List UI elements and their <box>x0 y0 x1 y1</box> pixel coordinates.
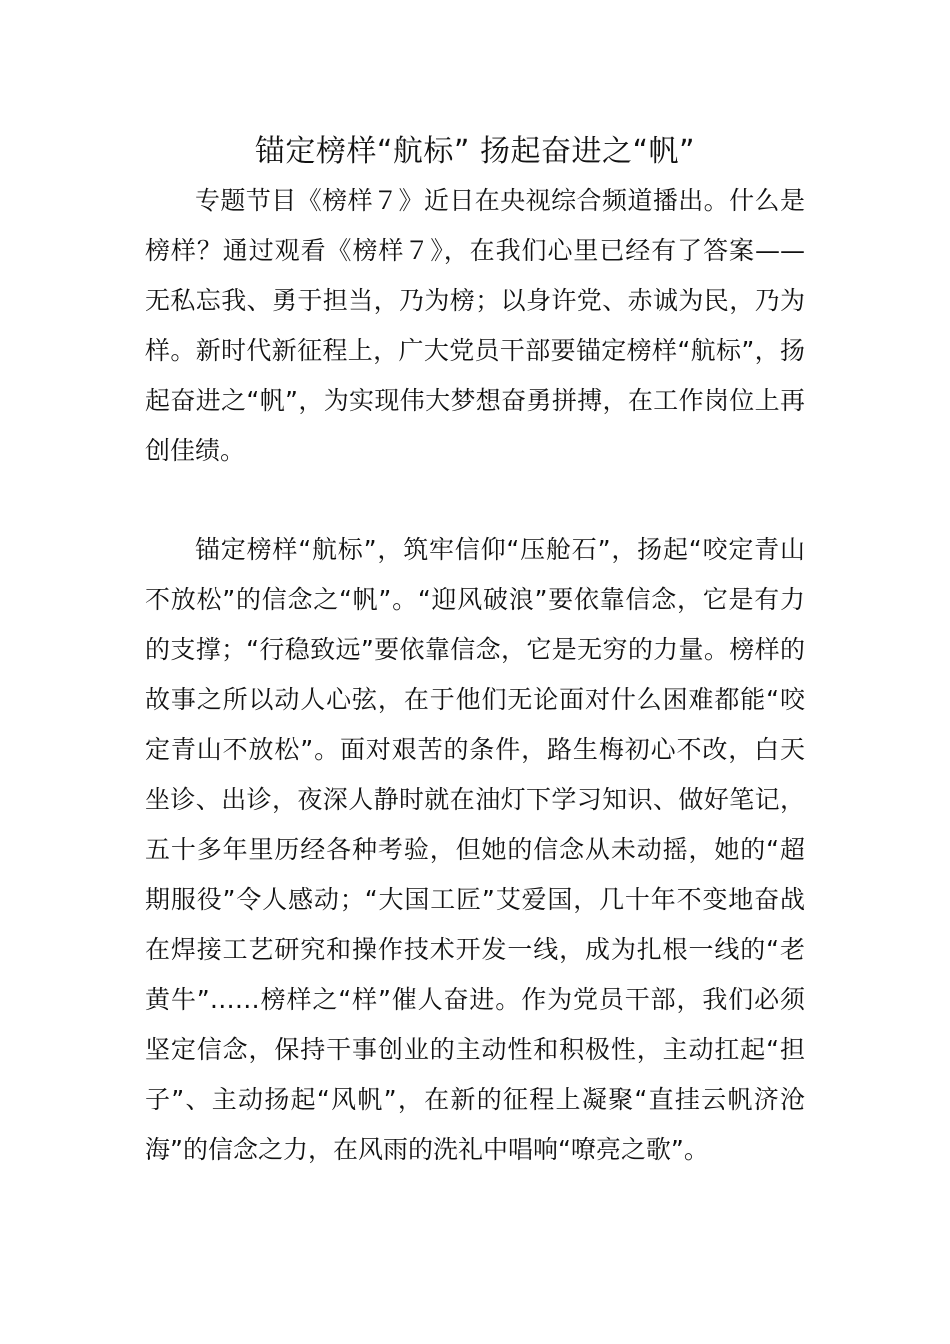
paragraph-intro: 专题节目《榜样７》近日在央视综合频道播出。什么是榜样？通过观看《榜样７》，在我们心里已经有了答案——无私忘我、勇于担当，乃为榜；以身许党、赤诚为民，乃为样。新时代新征程上，广大党员干部要锚定榜样“航标”，扬起奋进之“帆”，为实现伟大梦想奋勇拼搏，在工作岗位上再创佳绩。 <box>145 186 805 465</box>
document-title: 锚定榜样“航标” 扬起奋进之“帆” <box>254 134 696 169</box>
paragraph-body: 锚定榜样“航标”，筑牢信仰“压舱石”，扬起“咬定青山不放松”的信念之“帆”。“迎风破浪”要依靠信念，它是有力的支撑；“行稳致远”要依靠信念，它是无穷的力量。榜样的故事之所以动人心弦，在于他们无论面对什么困难都能“咬定青山不放松”。面对艰苦的条件，路生梅初心不改，白天坐诊、出诊，夜深人静时就在油灯下学习知识、做好笔记，五十多年里历经各种考验，但她的信念从未动摇，她的“超期服役”令人感动；“大国工匠”艾爱国，几十年不变地奋战在焊接工艺研究和操作技术开发一线，成为扎根一线的“老黄牛”……榜样之“样”催人奋进。作为党员干部，我们必须坚定信念，保持干事创业的主动性和积极性，主动扛起“担子”、主动扬起“风帆”，在新的征程上凝聚“直挂云帆济沧海”的信念之力，在风雨的洗礼中唱响“嘹亮之歌”。 <box>145 535 805 1164</box>
